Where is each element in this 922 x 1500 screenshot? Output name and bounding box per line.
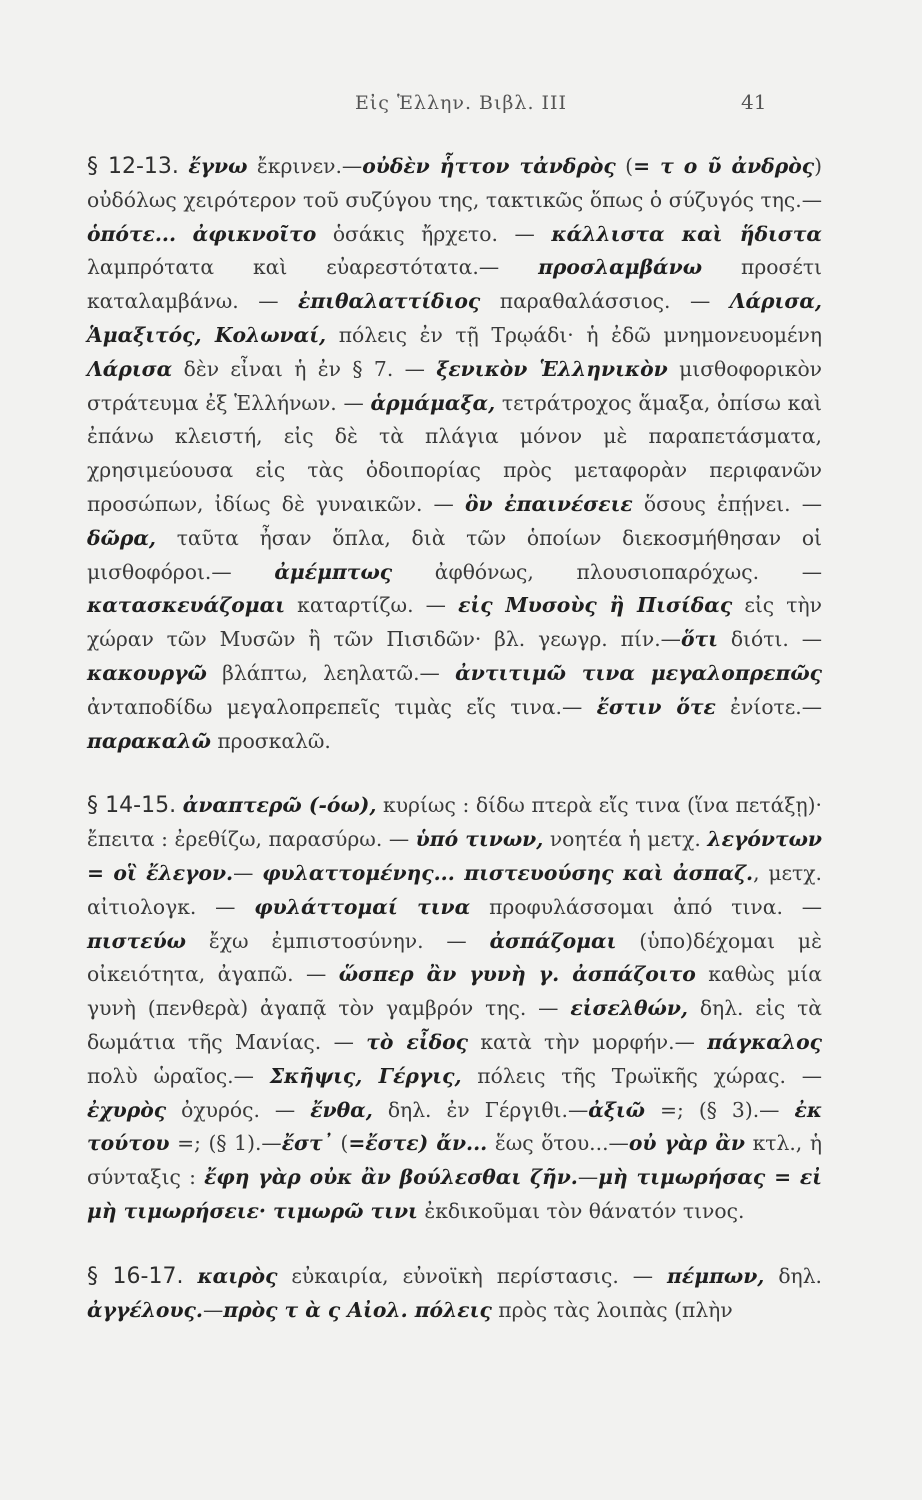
- gloss: δηλ. ἐν Γέργιθι.—: [372, 1097, 589, 1122]
- gloss: (: [615, 154, 634, 178]
- lemma: ὁπότε...: [87, 221, 177, 246]
- lemma: οὐδὲν ἧττον τἀνδρὸς: [362, 154, 616, 178]
- gloss: =; (§ 3).—: [644, 1097, 795, 1122]
- gloss: ταῦτα ἦσαν ὅπλα, διὰ τῶν ὁποίων διεκοσμήθησαν οἱ μισθοφόροι.—: [87, 525, 822, 584]
- gloss: πόλεις τῆς Τρωϊκῆς χώρας. —: [461, 1063, 822, 1088]
- gloss: πολὺ ὡραῖος.—: [87, 1063, 270, 1088]
- gloss: (ὑπο)δέχομαι μὲ οἰκειότητα, ἀγαπῶ. —: [87, 928, 822, 987]
- lemma: πρὸς τ ὰ ς Αἰολ. πόλεις: [223, 1297, 492, 1322]
- gloss: βλάπτω, λεηλατῶ.—: [206, 660, 456, 685]
- lemma: ἀναπτερῶ (-όω),: [182, 793, 377, 818]
- gloss: [176, 222, 193, 246]
- lemma: φυλάττομαί τινα: [254, 894, 471, 919]
- lemma: ἀγγέλους.: [87, 1297, 203, 1322]
- gloss: ἔχω ἐμπιστοσύνην. —: [185, 928, 490, 953]
- gloss: ἕως ὅτου...—: [487, 1131, 629, 1156]
- lemma: ὑπό τινων,: [415, 827, 544, 852]
- gloss: ἀφθόνως, πλουσιοπαρόχως. —: [392, 559, 822, 584]
- lemma: ἔνθα,: [310, 1097, 373, 1122]
- lemma: Λάρισα: [87, 356, 173, 381]
- gloss: δὲν εἶναι ἡ ἐν § 7. —: [172, 356, 437, 381]
- gloss: παραθαλάσσιος. —: [480, 289, 730, 314]
- lemma: οὐ γὰρ ἂν: [628, 1131, 745, 1156]
- gloss: , μετχ. αἰτιολογκ. —: [87, 860, 822, 919]
- lemma: πιστεύω: [87, 928, 186, 953]
- lemma: Σκῆψις, Γέργις,: [269, 1063, 462, 1088]
- lemma: ὃν ἐπαινέσειε: [464, 491, 633, 516]
- lemma: ὥσπερ ἂν γυνὴ γ. ἀσπάζοιτο: [338, 962, 696, 987]
- gloss: νοητέα ἡ μετχ.: [543, 827, 708, 852]
- lemma: Λάρισα, Ἁμαξιτός, Κολωναί,: [87, 289, 822, 347]
- gloss: ἐνίοτε.—: [715, 694, 822, 719]
- section-ref: § 12-13.: [87, 154, 179, 179]
- lemma: ἀντιτιμῶ τινα μεγαλοπρεπῶς: [455, 660, 822, 685]
- lemma: λεγόντων = οἳ ἔλεγον.: [87, 827, 822, 885]
- lemma: ἀμέμπτως: [274, 559, 393, 584]
- gloss: εὐκαιρία, εὐνοϊκὴ περίστασις. —: [277, 1263, 668, 1288]
- gloss: εἰς τὴν χώραν τῶν Μυσῶν ἢ τῶν Πισιδῶν· βλ. γεωγρ. πίν.—: [87, 593, 823, 652]
- lemma: ἀσπάζομαι: [489, 928, 617, 953]
- lemma: εἰσελθών,: [570, 996, 688, 1021]
- gloss: προφυλάσσομαι ἀπό τινα. —: [470, 894, 823, 919]
- gloss: δηλ. εἰς τὰ δωμάτια τῆς Μανίας. —: [87, 996, 822, 1054]
- gloss: κυρίως : δίδω πτερὰ εἴς τινα (ἵνα πετάξῃ)· ἔπειτα : ἐρεθίζω, παρασύρω. —: [87, 793, 823, 852]
- section-ref: § 14-15.: [87, 793, 177, 819]
- lemma: πέμπων,: [667, 1263, 765, 1288]
- lemma: μὴ τιμωρήσας = εἰ μὴ τιμωρήσειε· τιμωρῶ τινι: [87, 1165, 822, 1223]
- lemma: κάλλιστα καὶ ἥδιστα: [551, 221, 822, 246]
- gloss: (: [332, 1131, 349, 1156]
- lemma: ἀξιῶ: [588, 1097, 645, 1122]
- section-body: [87, 154, 822, 753]
- lemma: ἐπιθαλαττίδιος: [297, 289, 481, 314]
- gloss: καταρτίζω. —: [285, 593, 459, 618]
- lemma: καιρὸς: [197, 1263, 278, 1288]
- lemma: ὅτι: [680, 627, 718, 652]
- lemma: ξενικὸν Ἑλληνικὸν: [436, 356, 668, 381]
- gloss: μισθοφορικὸν στράτευμα ἐξ Ἑλλήνων. —: [87, 356, 822, 415]
- commentary-text: [87, 150, 822, 1327]
- lemma: ἐχυρὸς: [87, 1097, 167, 1122]
- gloss: τετράτροχος ἅμαξα, ὀπίσω καὶ ἐπάνω κλειστή, εἰς δὲ τὰ πλάγια μόνον μὲ παραπετάσματα, χρησιμεύουσα εἰς τὰς ὁδοιπορίας πρὸς μεταφορὰν περιφανῶν προσώπων, ἰδίως δὲ γυναικῶν. —: [87, 390, 822, 516]
- lemma: κατασκευάζομαι: [87, 593, 286, 618]
- lemma: κακουργῶ: [87, 660, 207, 685]
- lemma: ἀφικνοῖτο: [192, 221, 317, 246]
- section-12-13: [87, 150, 822, 758]
- lemma: ἔφη γὰρ οὐκ ἂν βούλεσθαι ζῆν.: [204, 1165, 578, 1190]
- gloss: κατὰ τὴν μορφήν.—: [468, 1029, 708, 1054]
- gloss: ὁσάκις ἤρχετο. —: [316, 221, 552, 246]
- section-ref: § 16-17.: [87, 1263, 184, 1289]
- gloss: ὅσους ἐπῄνει. —: [632, 491, 822, 516]
- lemma: τὸ εἶδος: [366, 1029, 468, 1054]
- lemma: προσλαμβάνω: [538, 255, 703, 280]
- section-16-17: [87, 1260, 822, 1328]
- section-14-15: [87, 789, 822, 1228]
- gloss: =; (§ 1).—: [169, 1131, 282, 1156]
- gloss: κτλ., ἡ σύνταξις :: [87, 1131, 822, 1190]
- gloss: —: [202, 1297, 224, 1322]
- lemma: εἰς Μυσοὺς ἢ Πισίδας: [458, 593, 733, 618]
- section-body: [87, 793, 822, 1223]
- lemma: ἔστιν ὅτε: [596, 694, 716, 719]
- section-body: [87, 1264, 822, 1322]
- gloss: προσκαλῶ.: [210, 728, 331, 753]
- gloss: λαμπρότατα καὶ εὐαρεστότατα.—: [87, 255, 539, 280]
- gloss: ὀχυρός. —: [166, 1097, 311, 1122]
- lemma: =ἔστε) ἄν...: [348, 1131, 488, 1156]
- gloss: διότι. —: [717, 627, 822, 652]
- page-number: 41: [741, 90, 767, 114]
- gloss: πρὸς τὰς λοιπὰς (πλὴν: [491, 1297, 733, 1322]
- lemma: παρακαλῶ: [87, 728, 211, 753]
- lemma: = τ ο ῦ ἀνδρὸς: [633, 154, 815, 178]
- gloss: προσέτι καταλαμβάνω. —: [87, 255, 822, 314]
- gloss: —: [233, 860, 263, 885]
- gloss: δηλ.: [764, 1263, 823, 1288]
- gloss: ἀνταποδίδω μεγαλοπρεπεῖς τιμὰς εἴς τινα.—: [87, 694, 597, 719]
- lemma: ἔγνω: [188, 154, 248, 178]
- gloss: πόλεις ἐν τῇ Τρῳάδι· ἡ ἐδῶ μνημονευομένη: [326, 322, 822, 347]
- lemma: δῶρα,: [87, 525, 156, 550]
- lemma: πάγκαλος: [707, 1029, 822, 1054]
- gloss: καθὼς μία γυνὴ (πενθερὰ) ἀγαπᾷ τὸν γαμβρόν της. —: [87, 962, 822, 1021]
- gloss: ἐκδικοῦμαι τὸν θάνατόν τινος.: [417, 1198, 745, 1223]
- gloss: ) οὐδόλως χειρότερον τοῦ συζύγου της, τακτικῶς ὅπως ὁ σύζυγός της.—: [87, 154, 822, 212]
- gloss: ἔκρινεν.—: [247, 154, 363, 178]
- lemma: ἔστ᾽: [281, 1131, 333, 1156]
- lemma: ἁρμάμαξα,: [370, 390, 496, 415]
- lemma: φυλαττομένης... πιστευούσης καὶ ἀσπαζ.: [262, 860, 754, 885]
- lemma: ἐκ τούτου: [87, 1097, 823, 1156]
- gloss: —: [577, 1165, 599, 1190]
- running-head: Εἰς Ἑλλην. Βιβλ. III: [354, 92, 568, 114]
